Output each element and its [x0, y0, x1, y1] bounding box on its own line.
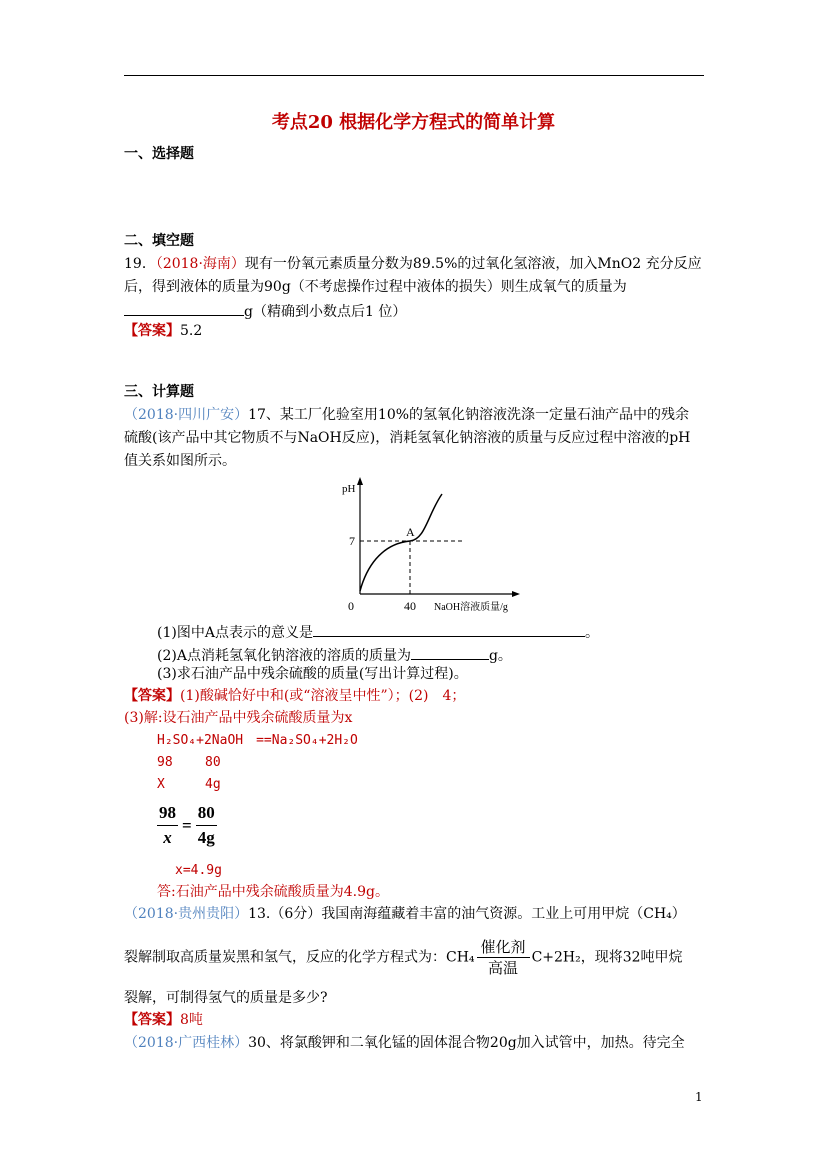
y-axis-arrow [357, 477, 363, 485]
condition-high-temp: 高温 [488, 959, 519, 977]
q17-line1 [124, 407, 689, 424]
q17-conclusion: 答:石油产品中残余硫酸质量为4.9g。 [157, 884, 389, 900]
equals-sign: = [182, 815, 192, 835]
q17-sub1 [157, 622, 599, 642]
ph-curve [360, 494, 442, 591]
q13-source: （2018·贵州贵阳） [124, 906, 249, 922]
x-axis-arrow [512, 591, 520, 597]
q13-line2 [124, 938, 683, 977]
section-calc-heading: 三、计算题 [124, 384, 194, 400]
q19-line2: 后，得到液体的质量为90g（不考虑操作过程中液体的损失）则生成氧气的质量为 [124, 279, 627, 295]
q17-sub1-tail: 。 [584, 625, 599, 641]
q30-text1: 30、将氯酸钾和二氧化锰的固体混合物20g加入试管中，加热。待完全 [248, 1035, 685, 1051]
q17-proportion [157, 803, 217, 849]
y-axis-label: pH [342, 483, 356, 495]
q19-number: 19． [124, 256, 156, 272]
q19-answer-value: 5.2 [180, 323, 203, 339]
q19-line3-tail: g（精确到小数点后1 位） [244, 304, 407, 320]
q17-sub3: (3)求石油产品中残余硫酸的质量(写出计算过程)。 [157, 666, 468, 682]
frac1-numerator: 98 [157, 803, 178, 826]
q19-answer-label: 【答案】 [124, 323, 180, 339]
q13-answer-value: 8吨 [180, 1012, 203, 1028]
fraction-80-over-4g [196, 803, 217, 849]
q17-sub2-text: (2)A点消耗氢氧化钠溶液的溶质的质量为 [157, 648, 411, 664]
q17-sub2-tail: g。 [488, 648, 512, 664]
q17-equation: H₂SO₄+2NaOH ==Na₂SO₄+2H₂O [157, 733, 358, 748]
q17-eq-row3-a: X [157, 777, 165, 792]
q13-line2-post: C+2H₂，现将32吨甲烷 [531, 949, 683, 966]
frac2-numerator: 80 [196, 803, 217, 826]
x-axis-label: NaOH溶液质量/g [434, 602, 508, 613]
q19-line3 [124, 301, 406, 321]
q17-answer-label: 【答案】 [124, 688, 180, 704]
q17-sub2-blank [411, 645, 489, 660]
q17-text1: 17、某工厂化验室用10%的氢氧化钠溶液洗涤一定量石油产品中的残余 [248, 407, 690, 423]
q13-line3: 裂解，可制得氢气的质量是多少? [124, 990, 328, 1006]
q13-answer-label: 【答案】 [124, 1012, 180, 1028]
q17-line2: 硫酸(该产品中其它物质不与NaOH反应)，消耗氢氧化钠溶液的质量与反应过程中溶液的pH [124, 430, 691, 446]
q17-answer-text: (1)酸碱恰好中和(或“溶液呈中性”）；(2) 4； [180, 688, 466, 704]
q17-solution: (3)解:设石油产品中残余硫酸质量为x [124, 710, 353, 726]
fraction-98-over-x [157, 803, 178, 849]
q17-x-result: x=4.9g [175, 863, 222, 878]
q19-line1 [124, 256, 702, 273]
condition-catalyst: 催化剂 [477, 938, 530, 958]
q19-answer [124, 323, 202, 340]
x-tick-40: 40 [404, 599, 416, 613]
q17-sub1-blank [313, 622, 585, 637]
q30-source: （2018·广西桂林） [124, 1035, 249, 1051]
header-rule [124, 75, 704, 76]
q19-answer-blank [124, 301, 244, 316]
q13-line1 [124, 906, 686, 923]
section-choice-heading: 一、选择题 [124, 146, 194, 162]
q17-sub2 [157, 645, 512, 665]
q17-source: （2018·四川广安） [124, 407, 249, 423]
frac1-denominator: x [163, 828, 172, 848]
y-tick-7: 7 [349, 534, 355, 548]
reaction-condition [477, 938, 530, 977]
q17-eq-row2-a: 98 [157, 755, 173, 770]
q30-line1 [124, 1035, 685, 1052]
q19-text1: 现有一份氧元素质量分数为89.5%的过氧化氢溶液，加入MnO2 充分反应 [244, 256, 702, 272]
q17-eq-row2-b: 80 [205, 755, 221, 770]
ph-chart [330, 474, 530, 616]
q17-sub1-text: (1)图中A点表示的意义是 [157, 625, 313, 641]
page-title: 考点20 根据化学方程式的简单计算 [271, 112, 556, 133]
q17-answer [124, 688, 465, 705]
q13-text1: 13.（6分）我国南海蕴藏着丰富的油气资源。工业上可用甲烷（CH₄） [248, 906, 686, 922]
point-a-label: A [406, 525, 415, 539]
frac2-denominator: 4g [197, 828, 215, 848]
page-number: 1 [695, 1090, 703, 1104]
q19-source: （2018·海南） [155, 256, 245, 272]
x-origin-label: 0 [348, 599, 354, 613]
q13-line2-pre: 裂解制取高质量炭黑和氢气，反应的化学方程式为：CH₄ [124, 949, 475, 966]
q17-eq-row3-b: 4g [205, 777, 221, 792]
q13-answer [124, 1012, 203, 1029]
section-fill-heading: 二、填空题 [124, 233, 194, 249]
q17-line3: 值关系如图所示。 [124, 453, 236, 469]
